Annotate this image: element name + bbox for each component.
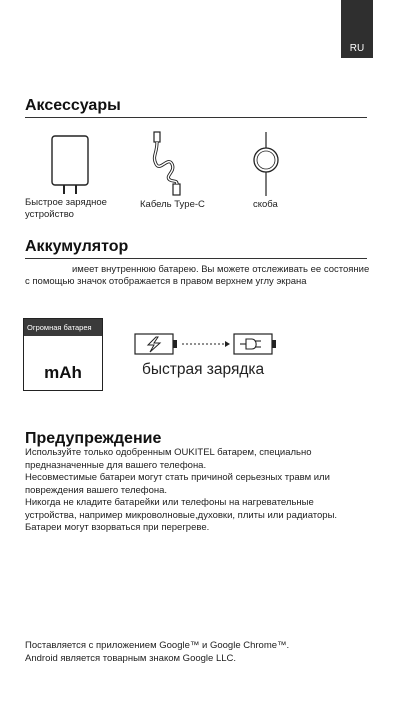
warning-line: устройства, например микроволновые,духовки, плиты или радиаторы. <box>25 509 338 521</box>
charger-plug-battery-icon <box>234 334 276 354</box>
warning-line: Используйте только одобренным OUKITEL батарем, специально <box>25 447 312 458</box>
battery-unit: mAh <box>44 363 82 382</box>
footer-line1: Поставляется с приложением Google™ и Google Chrome™. <box>25 640 290 651</box>
warning-line: повреждения вашего телефона. <box>25 484 168 496</box>
footer-notice <box>25 640 385 665</box>
language-tab <box>341 0 373 58</box>
sim-pin-icon <box>250 130 282 203</box>
cable-icon <box>150 130 190 203</box>
cable-label: Кабель Type-C <box>140 199 205 210</box>
battery-divider <box>25 258 367 259</box>
arrow-right-icon <box>182 341 230 347</box>
fast-charge-label: быстрая зарядка <box>142 361 265 378</box>
warning-line: Батареи могут взорваться при перегреве. <box>25 522 210 533</box>
warning-line: Несовместимые батареи могут стать причиной серьезных травм или <box>25 472 330 483</box>
footer-line2: Android является товарным знаком Google LLC. <box>25 652 237 664</box>
sim-pin-label: скоба <box>253 199 278 210</box>
charging-battery-icon <box>135 334 177 354</box>
accessories-divider <box>25 117 367 118</box>
battery-description-line2: с помощью значок отображается в правом верхнем углу экрана <box>25 276 307 287</box>
battery-box-header: Огромная батарея <box>24 319 102 336</box>
warning-text <box>25 447 370 535</box>
battery-description-line1: имеет внутреннюю батарею. Вы можете отслеживать ее состояние <box>72 264 370 275</box>
warning-line: предназначенные для вашего телефона. <box>25 459 207 471</box>
language-code: RU <box>349 43 365 54</box>
warning-line: Никогда не кладите батарейки или телефоны на нагревательные <box>25 497 314 508</box>
charger-label: Быстрое зарядное устройство <box>25 197 107 220</box>
accessories-title: Аксессуары <box>25 97 121 114</box>
battery-title: Аккумулятор <box>25 238 129 255</box>
battery-box <box>23 318 103 391</box>
charger-icon <box>51 135 91 200</box>
fast-charge-diagram <box>134 331 284 362</box>
warning-title: Предупреждение <box>25 430 162 447</box>
